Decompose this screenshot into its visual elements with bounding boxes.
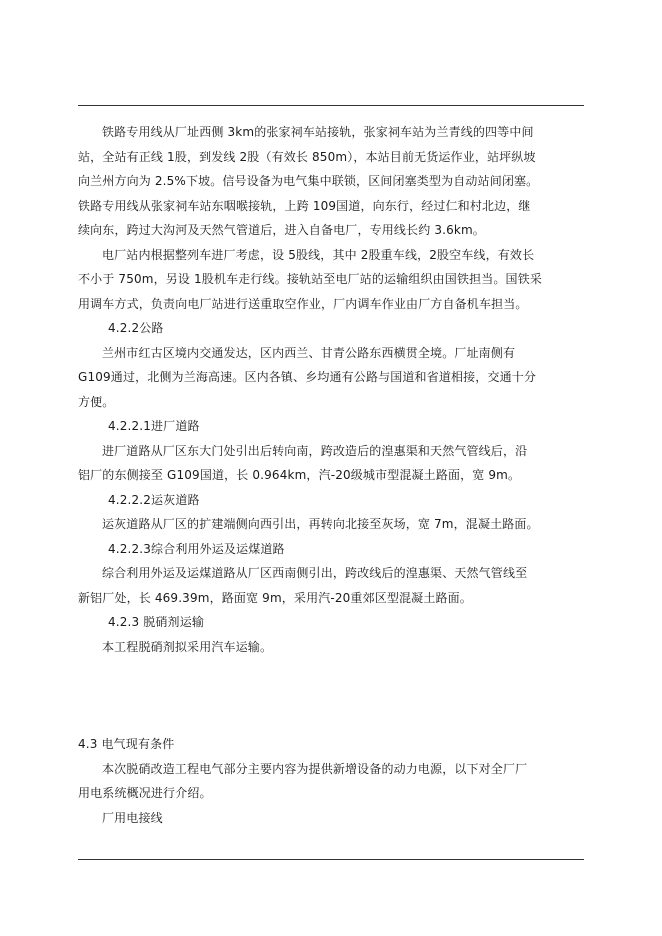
subsection-heading: 4.2.2.1进厂道路 <box>108 419 200 433</box>
paragraph-line: 用电系统概况进行介绍。 <box>78 786 212 800</box>
paragraph-line: 用调车方式，负责向电厂站进行送重取空作业，厂内调车作业由厂方自备机车担当。 <box>78 296 528 311</box>
subsection-heading: 4.2.2.3综合利用外运及运煤道路 <box>108 541 285 556</box>
paragraph-line: 铝厂的东侧接至 G109国道，长 0.964km，汽-20级城市型混凝土路面，宽 9m。 <box>78 468 521 482</box>
paragraph-first-line: 电厂站内根据整列车进厂考虑，设 5股线，其中 2股重车线，2股空车线，有效长 <box>102 247 535 262</box>
subsection-heading: 4.2.2公路 <box>108 321 164 335</box>
paragraph-first-line: 兰州市红古区境内交通发达，区内西兰、甘青公路东西横贯全境。厂址南侧有 <box>102 345 516 360</box>
blank-space <box>78 659 586 732</box>
subsection-heading: 4.2.3 脱硝剂运输 <box>108 615 204 629</box>
paragraph-line: 向兰州方向为 2.5%下坡。信号设备为电气集中联锁，区间闭塞类型为自动站间闭塞。 <box>78 174 539 188</box>
paragraph-first-line: 运灰道路从厂区的扩建端侧向西引出，再转向北接至灰场，宽 7m，混凝土路面。 <box>102 517 539 531</box>
subsection-heading: 4.2.2.2运灰道路 <box>108 492 200 507</box>
header-rule <box>78 105 584 106</box>
paragraph-line: G109通过，北侧为兰海高速。区内各镇、乡均通有公路与国道和省道相接，交通十分 <box>78 370 537 384</box>
paragraph-first-line: 厂用电接线 <box>102 810 163 825</box>
paragraph-first-line: 铁路专用线从厂址西侧 3km的张家祠车站接轨，张家祠车站为兰青线的四等中间 <box>102 125 534 139</box>
paragraph-line: 续向东，跨过大沟河及天然气管道后，进入自备电厂，专用线长约 3.6km。 <box>78 223 485 237</box>
paragraph-first-line: 进厂道路从厂区东大门处引出后转向南，跨改造后的湟惠渠和天然气管线后，沿 <box>102 443 528 458</box>
paragraph-line: 铁路专用线从张家祠车站东咽喉接轨，上跨 109国道，向东行，经过仁和村北边，继 <box>78 198 531 213</box>
paragraph-line: 新铝厂处，长 469.39m，路面宽 9m，采用汽-20重郊区型混凝土路面。 <box>78 590 472 605</box>
section-heading: 4.3 电气现有条件 <box>78 737 175 751</box>
document-body <box>78 120 586 830</box>
paragraph-line: 方便。 <box>78 394 115 409</box>
paragraph-line: 站，全站有正线 1股，到发线 2股（有效长 850m），本站目前无货运作业，站坪纵坡 <box>78 149 536 164</box>
footer-rule <box>78 859 584 860</box>
paragraph-first-line: 本次脱硝改造工程电气部分主要内容为提供新增设备的动力电源，以下对全厂厂 <box>102 761 528 776</box>
paragraph-first-line: 综合利用外运及运煤道路从厂区西南侧引出，跨改线后的湟惠渠、天然气管线至 <box>102 566 528 580</box>
paragraph-line: 不小于 750m，另设 1股机车走行线。接轨站至电厂站的运输组织由国铁担当。国铁采 <box>78 272 543 286</box>
paragraph-first-line: 本工程脱硝剂拟采用汽车运输。 <box>102 639 273 654</box>
